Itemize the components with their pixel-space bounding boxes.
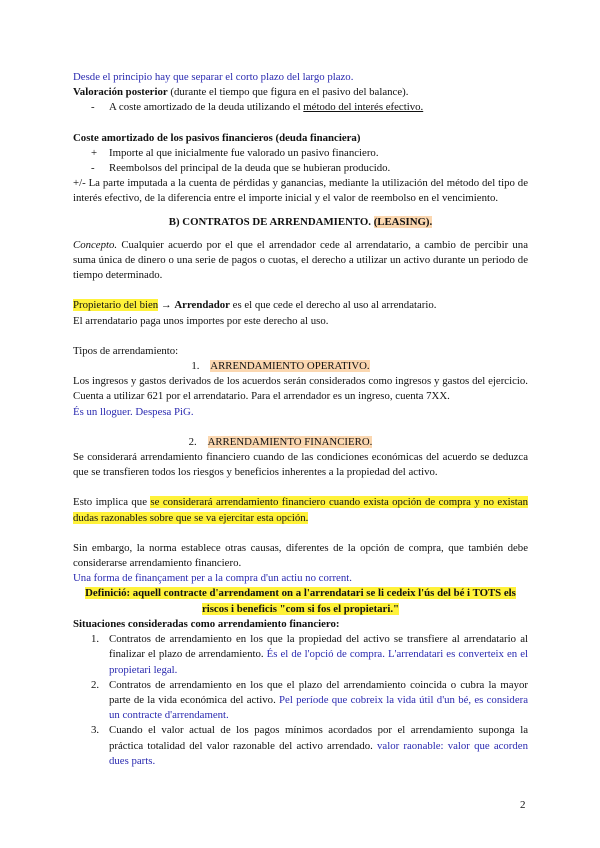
item-text: Cuando el valor actual de los pagos mínimos acordados por el arrendamiento suponga la práctica totalidad del valor razonable del activo arrendado. [109, 724, 528, 752]
situacion-item [73, 723, 528, 769]
item-mark: + [91, 146, 98, 159]
document-page [73, 70, 528, 769]
item-text: Importe al que inicialmente fue valorado un pasivo financiero. [109, 146, 379, 159]
bullet-text: A coste amortizado de la deuda utilizando el [109, 101, 304, 114]
section-b-title [73, 215, 528, 230]
concepto-label: Concepto. [73, 238, 118, 251]
section-b-text: B) CONTRATOS DE ARRENDAMIENTO. [168, 215, 371, 228]
situaciones-title: Situaciones consideradas como arrendamiento financiero: [73, 617, 340, 630]
operativo-note: És un lloguer. Despesa PiG. [73, 405, 194, 418]
coste-amortizado-bullet [73, 100, 528, 115]
definicio-paragraph [73, 586, 528, 616]
valoracion-line [73, 85, 528, 100]
financiero-title: ARRENDAMIENTO FINANCIERO. [207, 435, 373, 448]
valoracion-label: Valoración posterior [73, 86, 168, 99]
item-mark: - [91, 162, 95, 175]
propietario-line [73, 298, 528, 313]
metodo-interes-link: método del interés efectivo. [303, 101, 424, 114]
operativo-heading [73, 359, 528, 374]
coste-item [73, 146, 528, 161]
item-text: Contratos de arrendamiento en los que la propiedad del activo se transfiere al arrendatario al finalizar el plazo de arrendamiento. [109, 633, 528, 661]
item-text: Contratos de arrendamiento en los que el plazo del arrendamiento coincida o cubra la mayor parte de la vida económica del activo. [109, 678, 528, 706]
item-number: 1. [91, 633, 100, 646]
sin-embargo-paragraph: Sin embargo, la norma establece otras causas, diferentes de la opción de compra, que también debe considerarse arrendamiento financiero. [73, 541, 528, 570]
bullet-mark: - [91, 101, 95, 114]
situacion-item [73, 632, 528, 678]
item-number: 3. [91, 724, 100, 737]
definicio-highlight: Definició: aquell contracte d'arrendament on a l'arrendatari se li cedeix l'ús del bé i TOTS els riscos i beneficis "com si fos el propietari." [85, 587, 516, 615]
situacion-item [73, 678, 528, 724]
forma-financament-note: Una forma de finançament per a la compra d'un actiu no corrent. [73, 572, 352, 585]
intro-line: Desde el principio hay que separar el corto plazo del largo plazo. [73, 71, 354, 83]
item-number: 2. [91, 678, 100, 691]
tipos-heading: Tipos de arrendamiento: [73, 344, 179, 357]
item-note: Pel període que cobreix la vida útil d'un bé, es considera un contracte d'arrendament. [109, 693, 528, 722]
implica-text: Esto implica que [73, 496, 151, 509]
arrow: → [158, 299, 175, 312]
coste-extra: +/- La parte imputada a la cuenta de pérdidas y ganancias, mediante la utilización del método del tipo de interés efectivo, de la diferencia entre el importe inicial y el valor de reembolso en el vencimiento. [73, 177, 528, 205]
propietario-highlight: Propietario del bien [73, 299, 159, 312]
propietario-rest: es el que cede el derecho al uso al arrendatario. [229, 299, 437, 312]
financiero-num: 2. [188, 435, 197, 448]
concepto-text: Cualquier acuerdo por el que el arrendador cede al arrendatario, a cambio de percibir una suma única de dinero o una serie de pagos o cuotas, el derecho a utilizar un activo durante un periodo de tiempo determinado. [73, 238, 528, 282]
page-number: 2 [520, 799, 526, 811]
implica-highlight: se considerará arrendamiento financiero cuando exista opción de compra y no existan dudas razonables sobre que se va ejercitar esta opción. [73, 496, 528, 524]
operativo-title: ARRENDAMIENTO OPERATIVO. [210, 360, 370, 373]
section-b-highlight: (LEASING). [373, 215, 433, 228]
coste-item [73, 161, 528, 176]
item-note: És el de l'opció de compra. L'arrendatari es converteix en el propietari legal. [109, 648, 528, 676]
financiero-heading [73, 435, 528, 450]
concepto-paragraph [73, 238, 528, 284]
coste-title: Coste amortizado de los pasivos financieros (deuda financiera) [73, 131, 361, 144]
arrendador-label: Arrendador [174, 299, 230, 312]
arrendatario-line: El arrendatario paga unos importes por este derecho al uso. [73, 314, 329, 327]
item-note: valor raonable: valor que acorden dues parts. [109, 739, 528, 767]
financiero-text: Se considerará arrendamiento financiero cuando de las condiciones económicas del acuerdo se deduzca que se transfieren todos los riesgos y beneficios inherentes a la propiedad del activo. [73, 451, 528, 479]
implica-paragraph [73, 495, 528, 525]
valoracion-text: (durante el tiempo que figura en el pasivo del balance). [167, 86, 409, 99]
operativo-text: Los ingresos y gastos derivados de los acuerdos serán considerados como ingresos y gastos del ejercicio. Cuenta a utilizar 621 por el arrendatario. Para el arrendador es un ingreso, cuenta 7XX. [73, 375, 528, 403]
item-text: Reembolsos del principal de la deuda que se hubieran producido. [109, 162, 391, 175]
operativo-num: 1. [191, 360, 200, 373]
